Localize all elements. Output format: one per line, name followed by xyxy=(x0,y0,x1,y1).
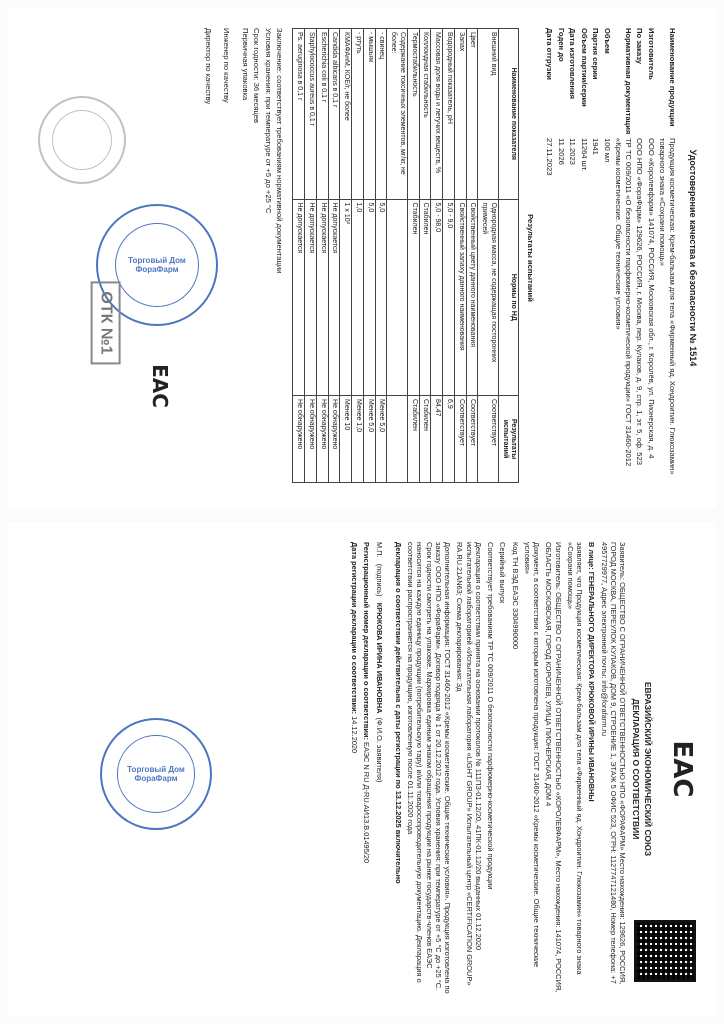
table-row xyxy=(352,29,364,483)
field-value: Продукция косметическая: Крем-бальзам для тела «Фирменный яд. Хондроитин. Глюкозамин» товарного знака «Сохрани помощь» xyxy=(658,138,677,475)
field-value: 1941 xyxy=(591,138,601,155)
certificate-fields xyxy=(545,8,677,508)
shelf-life: Срок годности: 36 месяцев xyxy=(252,28,262,124)
field-value: ООО «Королевфарм» 141074, РОССИЯ, Московская обл., г. Королёв, ул. Пионерская, д. 4 xyxy=(646,138,656,459)
table-cell: Не допускается xyxy=(328,199,340,395)
results-title: Результаты испытаний xyxy=(525,214,535,302)
table-row xyxy=(363,29,375,483)
table-cell: 5,0 xyxy=(363,199,375,395)
additional-info: Дополнительная информация: ГОСТ 31460-2012 «Кремы косметические. Общие технические условия». Продукция изготовлена по заказу ООО НПО «ФораФарм». Договор подряда № 1 от 20.12.2012 года. Условия хранения: при температуре от +5 °С до +25 °С. Срок годности смотреть на упаковке. Маркировка единым знаком обращения продукции на рынке государств-членов ЕАЭС наносится на каждую единицу продукции (потребительскую тару) и/или товаросопроводительную документацию. Декларация о соответствии распространяется на продукцию, изготовленную после 01.11.2020 года xyxy=(406,542,453,994)
claims: заявляет, что Продукция косметическая: Крем-бальзам для тела «Фирменный яд. Хондроитин. Глюкозамин» товарного знака «Сохрани помощь» xyxy=(566,542,585,975)
table-cell: Candida albicans в 0,1 г xyxy=(328,29,340,200)
table-cell: Термостабильность xyxy=(407,29,419,200)
manufacturer: Изготовитель: ОБЩЕСТВО С ОГРАНИЧЕННОЙ ОТВЕТСТВЕННОСТЬЮ «КОРОЛЕВФАРМ», Место нахождения: 141074, РОССИЯ, ОБЛАСТЬ МОСКОВСКАЯ, ГОРОД КОРОЛЕВ, УЛИЦА ПИОНЕРСКАЯ, ДОМ 4 xyxy=(544,542,563,993)
certificate-field xyxy=(646,28,655,508)
packaging: Первичная упаковка xyxy=(241,28,250,101)
signer-block xyxy=(375,542,384,996)
field-value: 11.2026 xyxy=(556,138,566,165)
table-header: Нормы по НД xyxy=(498,199,519,395)
field-label: Объем xyxy=(602,28,612,54)
quality-certificate xyxy=(8,8,716,508)
table-row xyxy=(340,29,352,483)
field-label: Изготовитель xyxy=(646,28,656,80)
table-cell: Не обнаружено xyxy=(293,396,305,483)
qr-code-icon xyxy=(634,920,696,982)
signer-name: КРЮКОВА ИРИНА ИВАНОВНА xyxy=(374,602,384,714)
registration-number: Регистрационный номер декларации о соответствии: ЕАЭС N RU Д-RU.АИ13.В.01495/20 xyxy=(362,542,372,864)
table-cell: 5,0 - 98,0 xyxy=(431,199,443,395)
table-header: Результаты испытаний xyxy=(498,396,519,483)
table-header: Наименование показателя xyxy=(498,29,519,200)
field-label: Дата отгрузки xyxy=(545,28,555,80)
certificate-field xyxy=(591,28,600,508)
certificate-field xyxy=(658,28,677,508)
field-label: Годен до xyxy=(556,28,566,62)
table-row xyxy=(443,29,455,483)
table-cell: Не допускается xyxy=(316,199,328,395)
table-cell: 84,47 xyxy=(431,396,443,483)
table-cell: Соответствует xyxy=(454,396,466,483)
basis: Декларация о соответствии принята на основании протоколов № 111ПЗ-01.12/20, 41ПК-01.12/20 выданных 01.12.2020 испытательной лабораторией «Испытательная лаборатория «LIGHT GROUP» Испытательный центр «CERTIFICATION GROUP» RA.RU.21AN63; Схема декларирования: 3д xyxy=(455,542,483,986)
table-cell: - ртуть xyxy=(352,29,364,200)
round-stamp: Торговый Дом ФораФарм xyxy=(100,718,212,830)
field-value: ТР ТС 009/2011 «О безопасности парфюмерно-косметической продукции» ГОСТ 31460-2012 «Кремы косметические. Общие технические условия» xyxy=(614,138,633,467)
conformity: Соответствует требованиям ТР ТС 009/2011 О безопасности парфюмерно-косметической продукции xyxy=(486,542,496,890)
field-label: Партия серии xyxy=(591,28,601,80)
applicant: Заявитель: ОБЩЕСТВО С ОГРАНИЧЕННОЙ ОТВЕТСТВЕННОСТЬЮ НПО «ФОРАФАРМ» Место нахождения: 129626, РОССИЯ, ГОРОД МОСКВА, ПЕРЕУЛОК КУЛАКОВ, ДОМ 9, СТРОЕНИЕ 1, ЭТАЖ 5 ОФИС 523, ОГРН: 1127747121480, Номер телефона: +7 4957729977, Адрес электронной почты: info@forafarm.ru xyxy=(599,542,628,985)
field-value: 100 мл xyxy=(602,138,612,163)
table-cell: - свинец xyxy=(375,29,387,200)
field-value: 11.2023 xyxy=(568,138,578,165)
table-cell: Не обнаружено xyxy=(316,396,328,483)
table-row xyxy=(431,29,443,483)
field-value: 11264 шт. xyxy=(579,138,589,172)
table-row xyxy=(375,29,387,483)
certificate-field xyxy=(545,28,554,508)
serial-production: Серийный выпуск xyxy=(498,542,508,604)
storage-conditions: Условия хранения: при температуре от +5 до +25 °С xyxy=(263,28,273,214)
validity: Декларация о соответствии действительна с даты регистрации по 13.12.2025 включительно xyxy=(394,542,403,884)
table-cell: Не допускается xyxy=(305,199,317,395)
certificate-field xyxy=(614,28,633,508)
table-cell: Staphylococcus aureus в 0,1 г xyxy=(305,29,317,200)
table-cell: Ps. aeruginosa в 0,1 г xyxy=(293,29,305,200)
table-cell: Стабилен xyxy=(419,396,431,483)
certificate-title: Удостоверение качества и безопасности № 1514 xyxy=(688,149,698,367)
table-cell: Коллоидная стабильность xyxy=(419,29,431,200)
standard-doc: Документ, в соответствии с которым изготовлена продукция: ГОСТ 31460-2012 «Кремы косметические. Общие технические условия» xyxy=(523,542,542,968)
stamp-text: Торговый Дом ФораФарм xyxy=(128,256,186,274)
table-row xyxy=(293,29,305,483)
table-cell: КМАФАнМ, КОЕ/г, не более xyxy=(340,29,352,200)
field-value: ООО НПО «ФораФарм» 129626, РОССИЯ, г. Москва, пер. Кулаков, д. 9, стр. 1, эт. 5, оф. 523 xyxy=(635,138,645,465)
table-row xyxy=(419,29,431,483)
mp-label: М.П. xyxy=(374,542,384,558)
field-label: Объем партии/серии xyxy=(579,28,589,107)
table-cell: Не обнаружено xyxy=(328,396,340,483)
table-cell: Не допускается xyxy=(293,199,305,395)
results-table xyxy=(292,28,519,483)
eac-mark: ЕАС xyxy=(147,364,172,408)
table-cell: Внешний вид xyxy=(478,29,499,200)
table-row xyxy=(454,29,466,483)
table-row xyxy=(316,29,328,483)
table-cell: Свойственный запаху данного наименования xyxy=(454,199,466,395)
table-cell: 1 х 10³ xyxy=(340,199,352,395)
table-cell: Не обнаружено xyxy=(305,396,317,483)
sign-label: (подпись) xyxy=(374,563,384,597)
hs-code: Код ТН ВЭД ЕАЭС 3304990000 xyxy=(510,542,520,650)
name-label: (Ф.И.О. заявителя) xyxy=(374,717,384,783)
certificate-field xyxy=(568,28,577,508)
table-cell: 1,0 xyxy=(352,199,364,395)
table-cell: Запах xyxy=(454,29,466,200)
otk-stamp: ОТК №1 xyxy=(91,281,121,364)
faded-stamp xyxy=(38,96,126,184)
eac-logo: ЕАС xyxy=(667,740,697,798)
field-label: Наименование продукции xyxy=(667,28,677,127)
table-cell: Стабилен xyxy=(419,199,431,395)
certificate-field xyxy=(556,28,565,508)
table-cell: Менее 10 xyxy=(340,396,352,483)
union-title: ЕВРАЗИЙСКИЙ ЭКОНОМИЧЕСКИЙ СОЮЗ xyxy=(643,681,654,857)
table-cell: Escherichia coli в 0,1 г xyxy=(316,29,328,200)
field-value: 27.11.2023 xyxy=(545,138,555,176)
table-cell: Соответствует xyxy=(478,396,499,483)
table-row xyxy=(387,29,408,483)
table-cell: Массовая доля воды и летучих веществ, % xyxy=(431,29,443,200)
table-cell: Менее 5,0 xyxy=(375,396,387,483)
table-cell: Соответствует xyxy=(466,396,478,483)
table-cell: 5,0 xyxy=(375,199,387,395)
table-row xyxy=(328,29,340,483)
field-label: Дата изготовления xyxy=(568,28,578,100)
table-cell xyxy=(387,396,408,483)
signature-quality-director: Директор по качеству xyxy=(204,28,214,105)
table-row xyxy=(466,29,478,483)
table-cell: Менее 5,0 xyxy=(363,396,375,483)
declaration-title: ДЕКЛАРАЦИЯ О СООТВЕТСТВИИ xyxy=(630,698,641,840)
signature-quality-engineer: Инженер по качеству xyxy=(221,28,231,103)
certificate-field xyxy=(579,28,588,508)
represented-by: В лице: ГЕНЕРАЛЬНОГО ДИРЕКТОРА КРЮКОВОЙ ИРИНЫ ИВАНОВНЫ xyxy=(587,542,597,802)
declaration-of-conformity xyxy=(8,522,716,1016)
table-cell: Цвет xyxy=(466,29,478,200)
table-cell: Стабилен xyxy=(407,199,419,395)
table-cell: Водородный показатель, pH xyxy=(443,29,455,200)
table-cell: - мышьяк xyxy=(363,29,375,200)
table-cell: Стабилен xyxy=(407,396,419,483)
table-row xyxy=(305,29,317,483)
table-cell: 6,9 xyxy=(443,396,455,483)
table-cell: 5,0 - 9,0 xyxy=(443,199,455,395)
table-cell: Менее 1,0 xyxy=(352,396,364,483)
field-label: Нормативная документация xyxy=(623,28,633,135)
certificate-field xyxy=(602,28,611,508)
table-cell: Содержание токсичных элементов, мг/кг, не более: xyxy=(387,29,408,200)
table-cell: Однородная масса, не содержащая посторонних примесей xyxy=(478,199,499,395)
certificate-field xyxy=(635,28,644,508)
table-cell xyxy=(387,199,408,395)
table-cell: Свойственный цвету данного наименования xyxy=(466,199,478,395)
table-row xyxy=(478,29,499,483)
conclusion: Заключение: соответствует требованиям нормативной документации xyxy=(275,28,285,274)
registration-date: Дата регистрации декларации о соответствии: 14.12.2020 xyxy=(350,542,360,754)
field-label: По заказу xyxy=(635,28,645,65)
table-row xyxy=(407,29,419,483)
